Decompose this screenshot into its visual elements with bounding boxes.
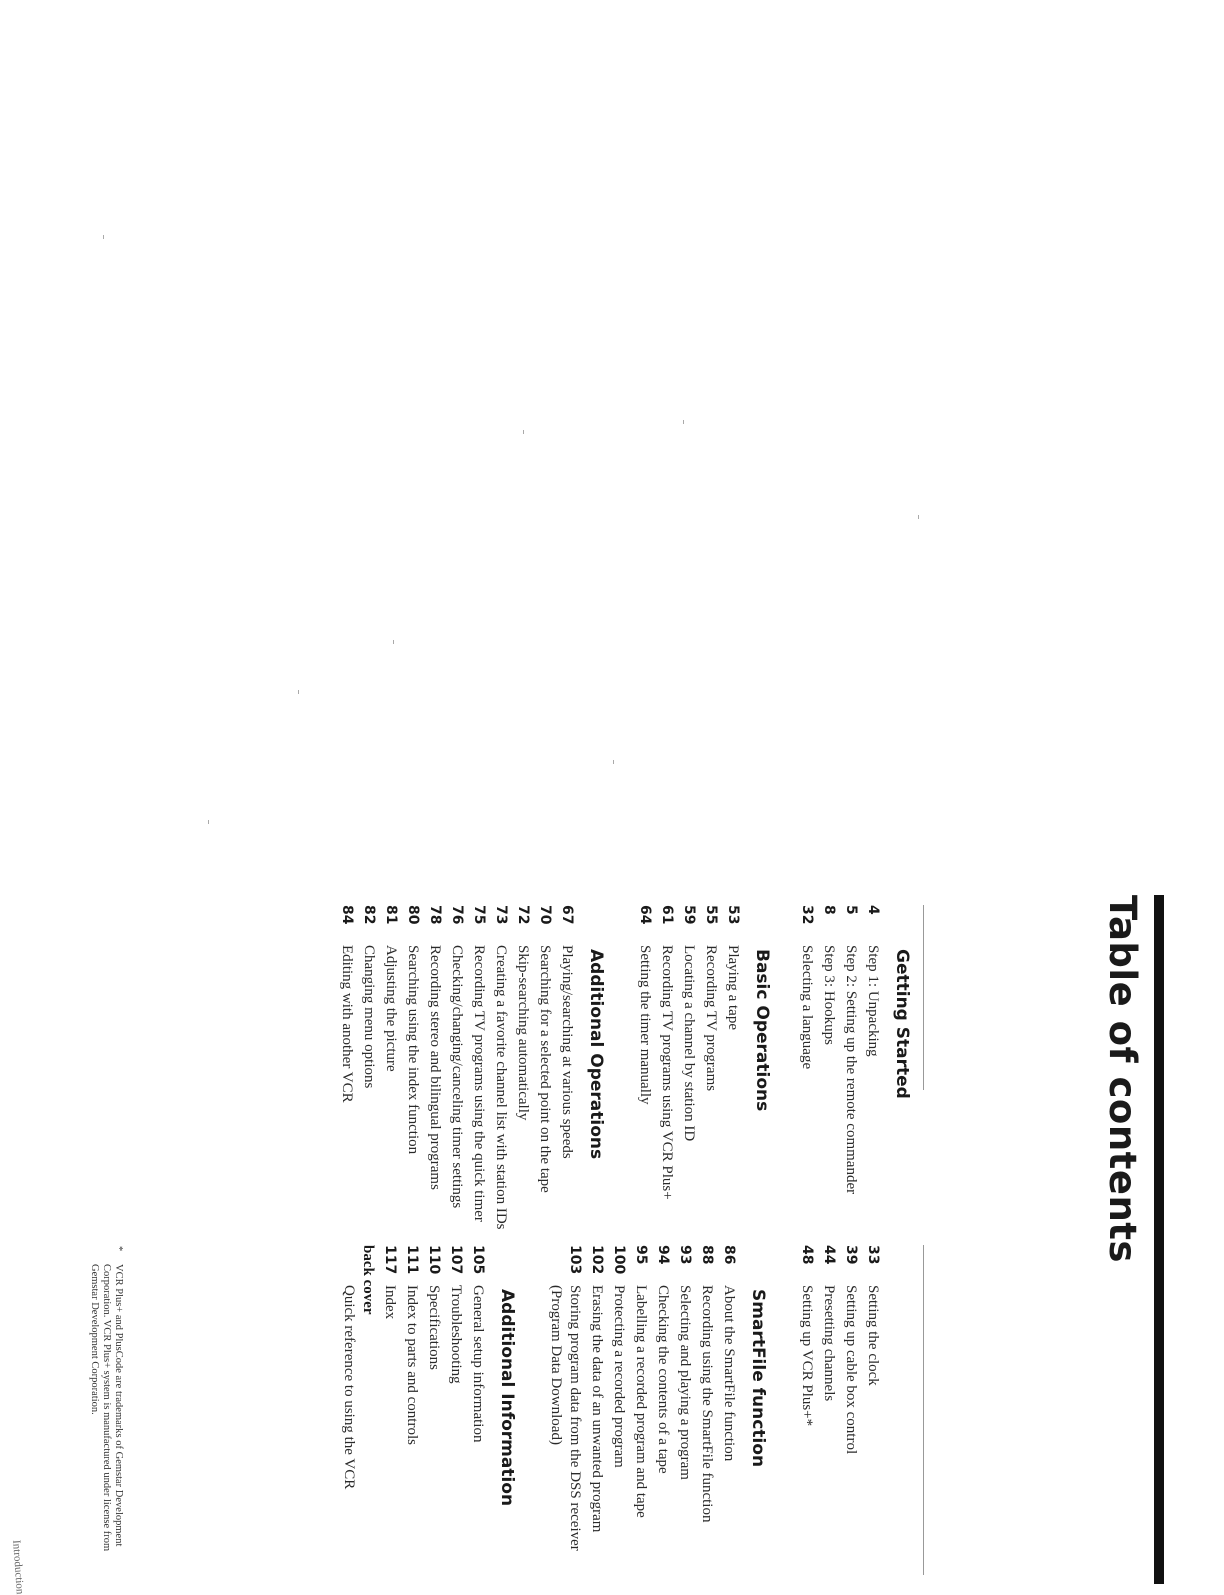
toc-entry	[819, 905, 838, 1235]
toc-entry-title: Setting the timer manually	[637, 945, 653, 1105]
toc-entry-title: Editing with another VCR	[339, 945, 355, 1103]
toc-entry-title: Selecting a language	[799, 945, 815, 1070]
toc-page-number: 39	[843, 1245, 859, 1265]
toc-page-number: 70	[537, 905, 553, 925]
toc-page-number: 103	[567, 1245, 583, 1275]
toc-entry	[380, 1245, 399, 1575]
toc-entry-title: Searching for a selected point on the tape	[537, 945, 553, 1193]
toc-entry	[446, 1245, 465, 1575]
section-heading: Basic Operations	[752, 949, 772, 1112]
toc-entry	[587, 1245, 606, 1575]
toc-entries	[337, 905, 576, 1235]
toc-entry-title: Protecting a recorded program	[611, 1285, 627, 1468]
toc-entry	[447, 905, 466, 1235]
toc-entry	[425, 905, 444, 1235]
toc-entries	[797, 905, 882, 1235]
toc-entry-title: Setting the clock	[865, 1285, 881, 1386]
toc-page-number: 88	[699, 1245, 715, 1265]
toc-entry	[797, 1245, 816, 1575]
toc-page-number: 53	[725, 905, 741, 925]
toc-page-number: 64	[637, 905, 653, 925]
toc-entry	[469, 905, 488, 1235]
toc-entry	[359, 905, 378, 1235]
toc-page-number: 4	[865, 905, 881, 915]
divider-rule	[923, 905, 924, 1090]
toc-entry-title: Locating a channel by station ID	[681, 945, 697, 1142]
toc-page-number: 78	[427, 905, 443, 925]
toc-entry	[546, 1245, 584, 1575]
section-heading: Additional Operations	[586, 949, 606, 1160]
toc-page-number: 84	[339, 905, 355, 925]
page-title: Table of contents	[1101, 895, 1144, 1264]
toc-page-number: 44	[821, 1245, 837, 1265]
toc-entry-title: Selecting and playing a program	[677, 1285, 693, 1480]
toc-page-number: 105	[470, 1245, 486, 1275]
toc-entry-title: Creating a favorite channel list with station IDs	[493, 945, 509, 1230]
toc-entry-title: Playing a tape	[725, 945, 741, 1030]
toc-entry-title: Checking/changing/canceling timer settings	[449, 945, 465, 1209]
toc-page-number: 117	[382, 1245, 398, 1275]
footnote-text: VCR Plus+ and PlusCode are trademarks of Gemstar Development Corporation. VCR Plus+ system is manufactured under license from Gemstar Development Corporation.	[89, 1264, 124, 1552]
toc-entry-title: Searching using the index function	[405, 945, 421, 1155]
toc-entry-title: Erasing the data of an unwanted program	[589, 1285, 605, 1533]
toc-page-number: 67	[559, 905, 575, 925]
toc-page-number: 33	[865, 1245, 881, 1265]
toc-entry	[468, 1245, 487, 1575]
toc-entry	[631, 1245, 650, 1575]
toc-entry	[797, 905, 816, 1235]
toc-entry	[841, 905, 860, 1235]
toc-entry-title: Recording TV programs using VCR Plus+	[659, 945, 675, 1200]
toc-entry	[863, 905, 882, 1235]
title-rule	[1154, 895, 1164, 1584]
toc-entry-title: Labelling a recorded program and tape	[633, 1285, 649, 1518]
toc-page-number: 8	[821, 905, 837, 915]
toc-entry	[557, 905, 576, 1235]
toc-page-number: 5	[843, 905, 859, 915]
toc-page-number: 59	[681, 905, 697, 925]
toc-entry-title: Recording TV programs	[703, 945, 719, 1092]
toc-entry	[635, 905, 654, 1235]
toc-page-number: 75	[471, 905, 487, 925]
toc-entry-title: Troubleshooting	[448, 1285, 464, 1384]
toc-entries	[380, 1245, 487, 1575]
toc-page-number: 48	[799, 1245, 815, 1265]
toc-entry-title: About the SmartFile function	[721, 1285, 737, 1462]
toc-page-number: 100	[611, 1245, 627, 1275]
toc-entry-title: Recording using the SmartFile function	[699, 1285, 715, 1523]
page-footer: Introduction	[10, 1539, 26, 1595]
toc-page-number: 61	[659, 905, 675, 925]
toc-page-number: 102	[589, 1245, 605, 1275]
toc-entry-title: Index to parts and controls	[404, 1285, 420, 1445]
toc-entry-title: Checking the contents of a tape	[655, 1285, 671, 1474]
toc-entry-title: Index	[382, 1285, 398, 1320]
toc-page-number: 93	[677, 1245, 693, 1265]
toc-page-number: 111	[404, 1245, 420, 1275]
section-heading: Getting Started	[892, 949, 912, 1099]
toc-entry-title: Recording stereo and bilingual programs	[427, 945, 443, 1190]
toc-entry	[653, 1245, 672, 1575]
toc-entry	[403, 905, 422, 1235]
back-cover-label: back cover	[360, 1245, 376, 1315]
divider-rule	[923, 1245, 924, 1575]
toc-column-operations	[334, 905, 772, 1235]
toc-page-number: 32	[799, 905, 815, 925]
toc-page-number: 73	[493, 905, 509, 925]
toc-entry-title: Setting up cable box control	[843, 1285, 859, 1455]
toc-entry	[723, 905, 742, 1235]
toc-entry	[381, 905, 400, 1235]
toc-entry-title: Specifications	[426, 1285, 442, 1370]
toc-entry-title: Adjusting the picture	[383, 945, 399, 1072]
toc-entry-title: Presetting channels	[821, 1285, 837, 1402]
toc-entry-title: Recording TV programs using the quick timer	[471, 945, 487, 1222]
toc-page-number: 81	[383, 905, 399, 925]
toc-entry-title: Setting up VCR Plus+*	[799, 1285, 815, 1427]
toc-entry-title: Storing program data from the DSS receiver (Program Data Download)	[548, 1285, 583, 1551]
toc-entry	[679, 905, 698, 1235]
trademark-footnote	[88, 1246, 124, 1576]
toc-entry	[337, 905, 356, 1235]
toc-entry-title: General setup information	[470, 1285, 486, 1443]
toc-entry	[513, 905, 532, 1235]
footnote-marker: *	[113, 1246, 124, 1252]
back-cover-text: Quick reference to using the VCR	[341, 1285, 357, 1490]
toc-entry-title: Step 1: Unpacking	[865, 945, 881, 1057]
toc-entry	[491, 905, 510, 1235]
toc-page-number: 95	[633, 1245, 649, 1265]
toc-page-number: 86	[721, 1245, 737, 1265]
toc-entry-title: Step 3: Hookups	[821, 945, 837, 1046]
toc-page-number: 110	[426, 1245, 442, 1275]
toc-entry-title: Playing/searching at various speeds	[559, 945, 575, 1159]
toc-entry	[675, 1245, 694, 1575]
toc-entries	[797, 1245, 882, 1575]
toc-entry	[697, 1245, 716, 1575]
toc-page-number: 82	[361, 905, 377, 925]
toc-entry-title: Skip-searching automatically	[515, 945, 531, 1121]
toc-entries	[546, 1245, 738, 1575]
toc-column-getting-started	[794, 905, 912, 1235]
toc-entry	[609, 1245, 628, 1575]
toc-entry	[657, 905, 676, 1235]
toc-column-right	[339, 1245, 912, 1575]
toc-page-number: 55	[703, 905, 719, 925]
toc-page-number: 107	[448, 1245, 464, 1275]
toc-page-number: 76	[449, 905, 465, 925]
toc-entry	[424, 1245, 443, 1575]
toc-page-number: 72	[515, 905, 531, 925]
section-heading: SmartFile function	[748, 1289, 768, 1468]
toc-page-number: 94	[655, 1245, 671, 1265]
toc-entry	[402, 1245, 421, 1575]
toc-entry	[535, 905, 554, 1235]
toc-entry-title: Changing menu options	[361, 945, 377, 1089]
toc-entry-title: Step 2: Setting up the remote commander	[843, 945, 859, 1195]
toc-entry	[701, 905, 720, 1235]
toc-entries	[635, 905, 742, 1235]
toc-entry	[841, 1245, 860, 1575]
toc-page-number: 80	[405, 905, 421, 925]
section-heading: Additional Information	[497, 1289, 517, 1507]
toc-entry	[863, 1245, 882, 1575]
toc-entry	[719, 1245, 738, 1575]
toc-entry	[819, 1245, 838, 1575]
